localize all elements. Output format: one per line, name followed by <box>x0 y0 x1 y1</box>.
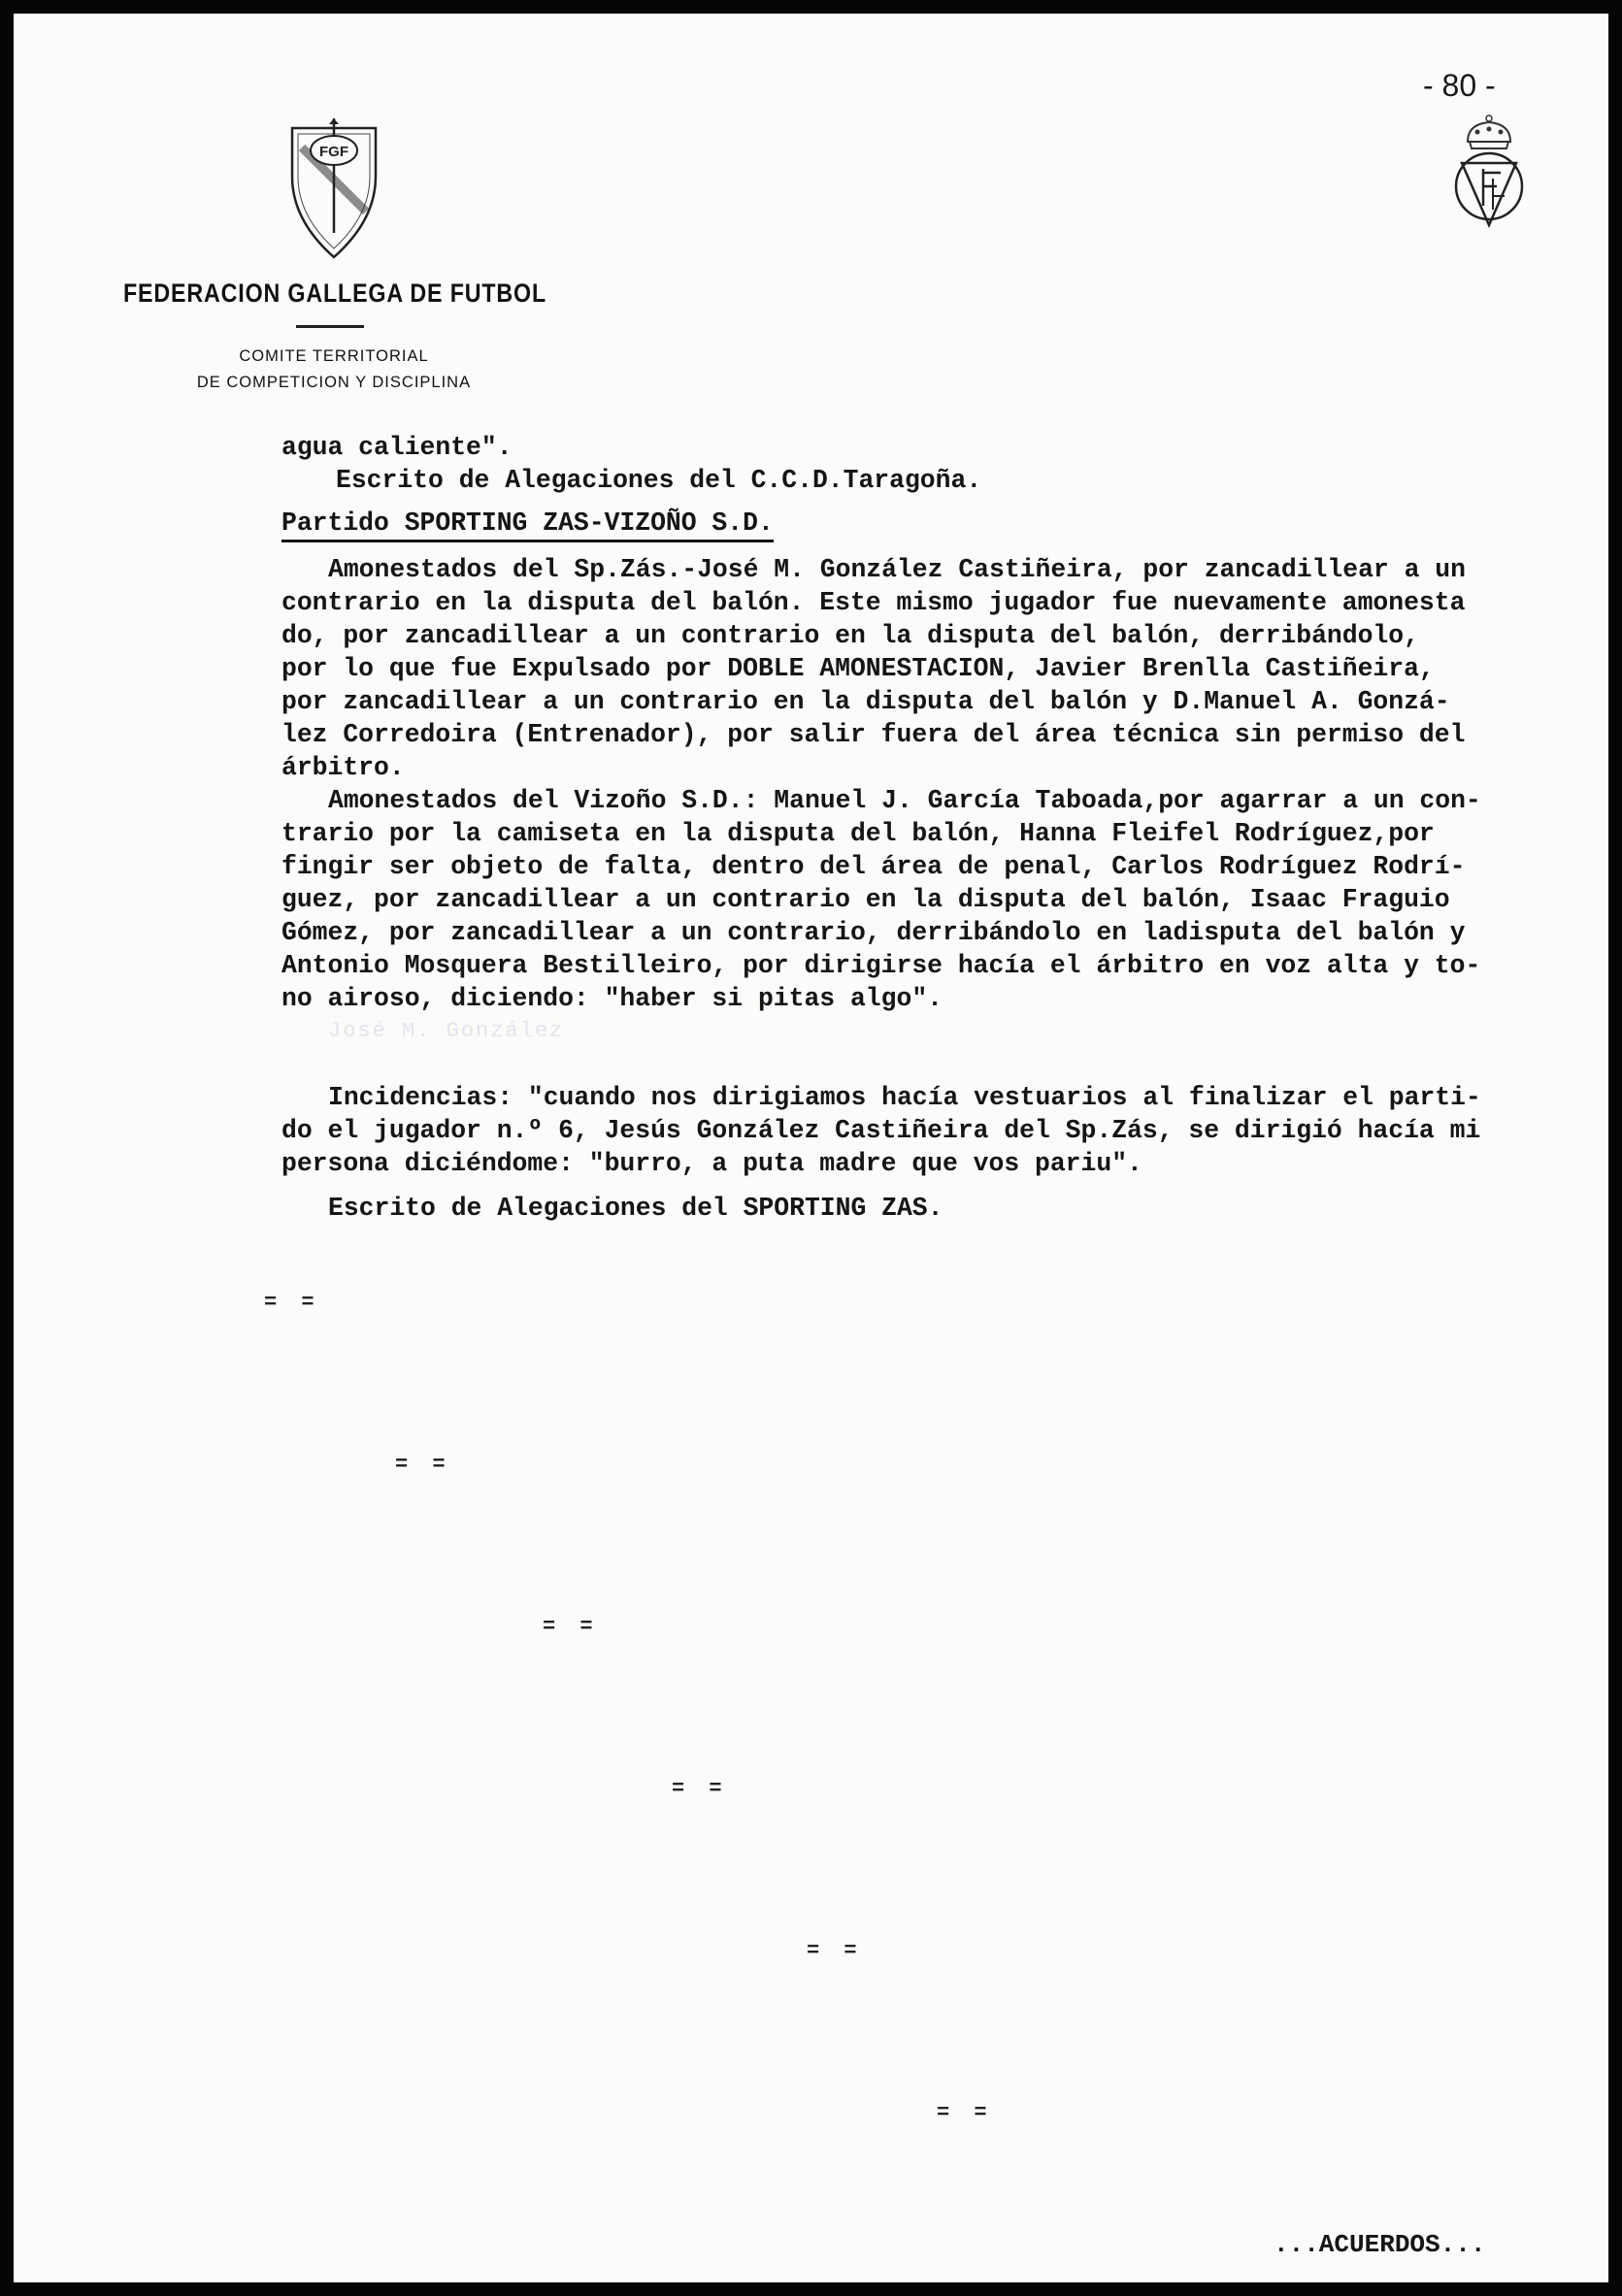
committee-name <box>149 344 518 396</box>
text-line: do el jugador n.º 6, Jesús González Castiñeira del Sp.Zás, se dirigió hacía mi <box>281 1116 1481 1145</box>
federation-name: FEDERACION GALLEGA DE FUTBOL <box>123 279 547 308</box>
committee-line-2: DE COMPETICION Y DISCIPLINA <box>196 374 472 391</box>
text-line: lez Corredoira (Entrenador), por salir fuera del área técnica sin permiso del <box>281 720 1466 749</box>
text-line: por lo que fue Expulsado por DOBLE AMONESTACION, Javier Brenlla Castiñeira, <box>281 654 1435 683</box>
separator-mark: = = <box>937 2101 993 2125</box>
separator-mark: = = <box>395 1453 451 1477</box>
page-number: - 80 - <box>1423 68 1496 103</box>
federation-crest-logo <box>290 118 378 259</box>
text-line: Amonestados del Sp.Zás.-José M. González Castiñeira, por zancadillear a un <box>328 555 1466 584</box>
text-line: Escrito de Alegaciones del C.C.D.Taragoña. <box>336 466 982 495</box>
document-page <box>14 14 1608 2282</box>
committee-line-1: COMITE TERRITORIAL <box>239 347 429 365</box>
text-line: contrario en la disputa del balón. Este mismo jugador fue nuevamente amonesta <box>281 588 1466 617</box>
separator-mark: = = <box>543 1615 599 1639</box>
text-line: guez, por zancadillear a un contrario en la disputa del balón, Isaac Fraguio <box>281 885 1450 914</box>
text-line: no airoso, diciendo: "haber si pitas algo". <box>281 984 943 1013</box>
separator-mark: = = <box>807 1939 863 1963</box>
text-line: Amonestados del Vizoño S.D.: Manuel J. García Taboada,por agarrar a un con- <box>328 786 1481 815</box>
faded-struck-line: José M. González <box>328 1019 565 1043</box>
text-line: Incidencias: "cuando nos dirigiamos hacía vestuarios al finalizar el parti- <box>328 1083 1481 1112</box>
rfef-crest-logo <box>1448 113 1530 231</box>
text-line: Escrito de Alegaciones del SPORTING ZAS. <box>328 1194 943 1223</box>
separator-mark: = = <box>264 1291 320 1315</box>
match-title <box>281 497 1553 541</box>
text-line: agua caliente". <box>281 433 513 462</box>
document-body <box>281 431 1553 1225</box>
text-line: trario por la camiseta en la disputa del balón, Hanna Fleifel Rodríguez,por <box>281 819 1435 848</box>
text-line: Gómez, por zancadillear a un contrario, derribándolo en ladisputa del balón y <box>281 918 1466 947</box>
text-line: árbitro. <box>281 753 405 782</box>
text-line: do, por zancadillear a un contrario en la disputa del balón, derribándolo, <box>281 621 1419 650</box>
text-line: persona diciéndome: "burro, a puta madre que vos pariu". <box>281 1149 1142 1178</box>
header-divider <box>296 325 364 328</box>
continuation-note: ...ACUERDOS... <box>1274 2230 1486 2259</box>
match-title-text: Partido SPORTING ZAS-VIZOÑO S.D. <box>281 508 774 542</box>
text-line: por zancadillear a un contrario en la disputa del balón y D.Manuel A. Gonzá- <box>281 687 1450 716</box>
separator-mark: = = <box>672 1777 728 1801</box>
crest-monogram: FGF <box>319 144 348 160</box>
text-line: fingir ser objeto de falta, dentro del área de penal, Carlos Rodríguez Rodrí- <box>281 852 1466 881</box>
text-line: Antonio Mosquera Bestilleiro, por dirigirse hacía el árbitro en voz alta y to- <box>281 951 1481 980</box>
